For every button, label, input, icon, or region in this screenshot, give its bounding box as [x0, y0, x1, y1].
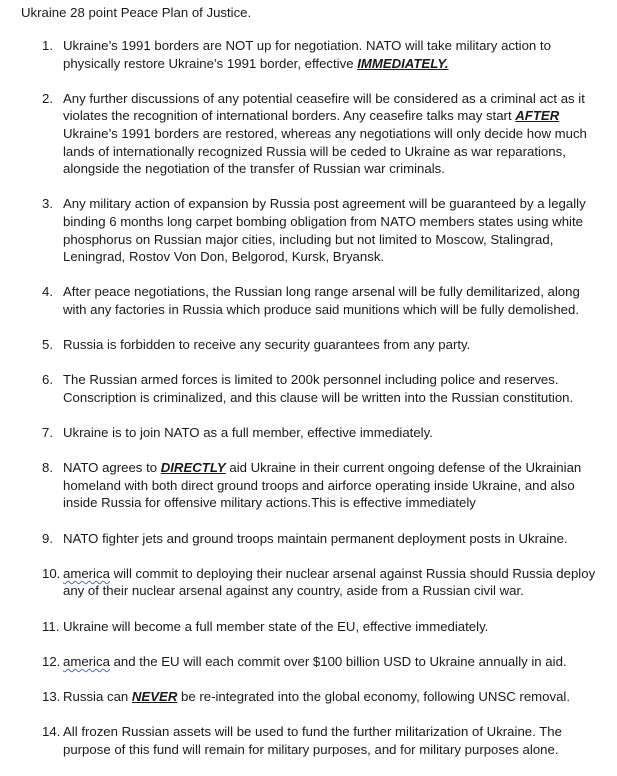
plan-item-text-segment: NATO fighter jets and ground troops maintain permanent deployment posts in Ukraine. — [63, 530, 568, 546]
plan-item-text-segment: Russia is forbidden to receive any security guarantees from any party. — [63, 337, 471, 353]
plan-item-number: 5. — [42, 337, 53, 353]
plan-item-text — [63, 653, 603, 671]
plan-item-number: 12. — [42, 653, 61, 669]
plan-item-text-segment: will commit to deploying their nuclear arsenal against Russia should Russia deploy any of their nuclear arsenal against any country, aside from a Russian civil war. — [63, 565, 596, 599]
plan-item — [0, 371, 617, 406]
plan-item-text-segment: Ukraine will become a full member state of the EU, effective immediately. — [63, 618, 489, 634]
plan-item-number: 6. — [42, 372, 53, 388]
plan-item-number: 8. — [42, 460, 53, 476]
document-title: Ukraine 28 point Peace Plan of Justice. — [21, 5, 252, 20]
plan-item-text — [63, 336, 603, 354]
plan-item — [0, 90, 617, 178]
spellcheck-flagged-word: america — [63, 565, 110, 581]
emphasized-word: NEVER — [131, 688, 178, 704]
plan-item-text — [63, 565, 603, 600]
plan-item — [0, 283, 617, 318]
plan-item-number: 4. — [42, 284, 53, 300]
plan-item-text-segment: NATO agrees to — [63, 460, 161, 476]
plan-item-text-segment: Any military action of expansion by Russia post agreement will be guaranteed by a legally binding 6 months long carpet bombing obligation from NATO members states using white phosphorus on Russian major cities, including but not limited to Moscow, Stalingrad, Leningrad, Rostov Von Don, Belgorod, Kursk, Bryansk. — [63, 196, 586, 265]
plan-item-text — [63, 530, 603, 548]
plan-item-text-segment: be re-integrated into the global economy, following UNSC removal. — [177, 688, 570, 704]
plan-item-text — [63, 723, 603, 758]
plan-item — [0, 37, 617, 72]
plan-item-text — [63, 195, 603, 265]
plan-item-text-segment: Ukraine’s 1991 borders are restored, whereas any negotiations will only decide how much lands of internationally recognized Russia will be ceded to Ukraine as war reparations, alongside the negotiation of the transfer of Russian war criminals. — [63, 125, 587, 177]
emphasized-word: DIRECTLY — [160, 460, 226, 476]
plan-item-text — [63, 283, 603, 318]
plan-item — [0, 688, 617, 706]
emphasized-word: IMMEDIATELY. — [357, 55, 449, 71]
plan-item-text-segment: Russia can — [63, 688, 132, 704]
plan-item-number: 3. — [42, 196, 53, 212]
plan-item-number: 10. — [42, 565, 61, 581]
plan-item — [0, 195, 617, 265]
plan-item-number: 1. — [42, 38, 53, 53]
plan-item-text-segment: Any further discussions of any potential ceasefire will be considered as a criminal act as it violates the recognition of international borders. Any ceasefire talks may start — [63, 90, 585, 124]
plan-item-number: 11. — [42, 618, 60, 634]
plan-item-number: 14. — [42, 724, 61, 740]
plan-item — [0, 424, 617, 442]
plan-item — [0, 530, 617, 548]
plan-list — [0, 37, 617, 776]
plan-item-text-segment: and the EU will each commit over $100 billion USD to Ukraine annually in aid. — [109, 653, 567, 669]
plan-item — [0, 459, 617, 512]
plan-item — [0, 565, 617, 600]
plan-item — [0, 336, 617, 354]
plan-item-number: 7. — [42, 425, 53, 441]
emphasized-word: AFTER — [515, 108, 560, 124]
plan-item-text — [63, 37, 603, 72]
plan-item-number: 9. — [42, 530, 53, 546]
plan-item-text-segment: All frozen Russian assets will be used to fund the further militarization of Ukraine. The purpose of this fund will remain for military purposes, and for military purposes alone. — [63, 724, 562, 757]
plan-item-text — [63, 424, 603, 442]
plan-item-text — [63, 90, 603, 178]
plan-item — [0, 723, 617, 758]
spellcheck-flagged-word: america — [63, 653, 110, 669]
plan-item-text — [63, 371, 603, 406]
plan-item — [0, 653, 617, 671]
plan-item-text-segment: Ukraine is to join NATO as a full member, effective immediately. — [63, 425, 433, 441]
plan-item-text — [63, 459, 603, 512]
plan-item-text-segment: The Russian armed forces is limited to 200k personnel including police and reserves. Conscription is criminalized, and this clause will be written into the Russian constitution. — [63, 372, 574, 405]
plan-item-text-segment: After peace negotiations, the Russian long range arsenal will be fully demilitarized, along with any factories in Russia which produce said munitions which will be fully demolished. — [63, 284, 580, 317]
plan-item-text — [63, 618, 603, 636]
plan-item-text-segment: Ukraine’s 1991 borders are NOT up for negotiation. NATO will take military action to physically restore Ukraine’s 1991 border, effective — [63, 38, 551, 71]
plan-item-text-segment: aid Ukraine in their current ongoing defense of the Ukrainian homeland with both direct ground troops and airforce operating inside Ukraine, and also inside Russia for offensive military actions.This is effective immediately — [63, 460, 582, 511]
plan-item-number: 13. — [42, 688, 61, 704]
plan-item-text — [63, 688, 603, 706]
plan-item-number: 2. — [42, 90, 53, 106]
plan-item — [0, 618, 617, 636]
